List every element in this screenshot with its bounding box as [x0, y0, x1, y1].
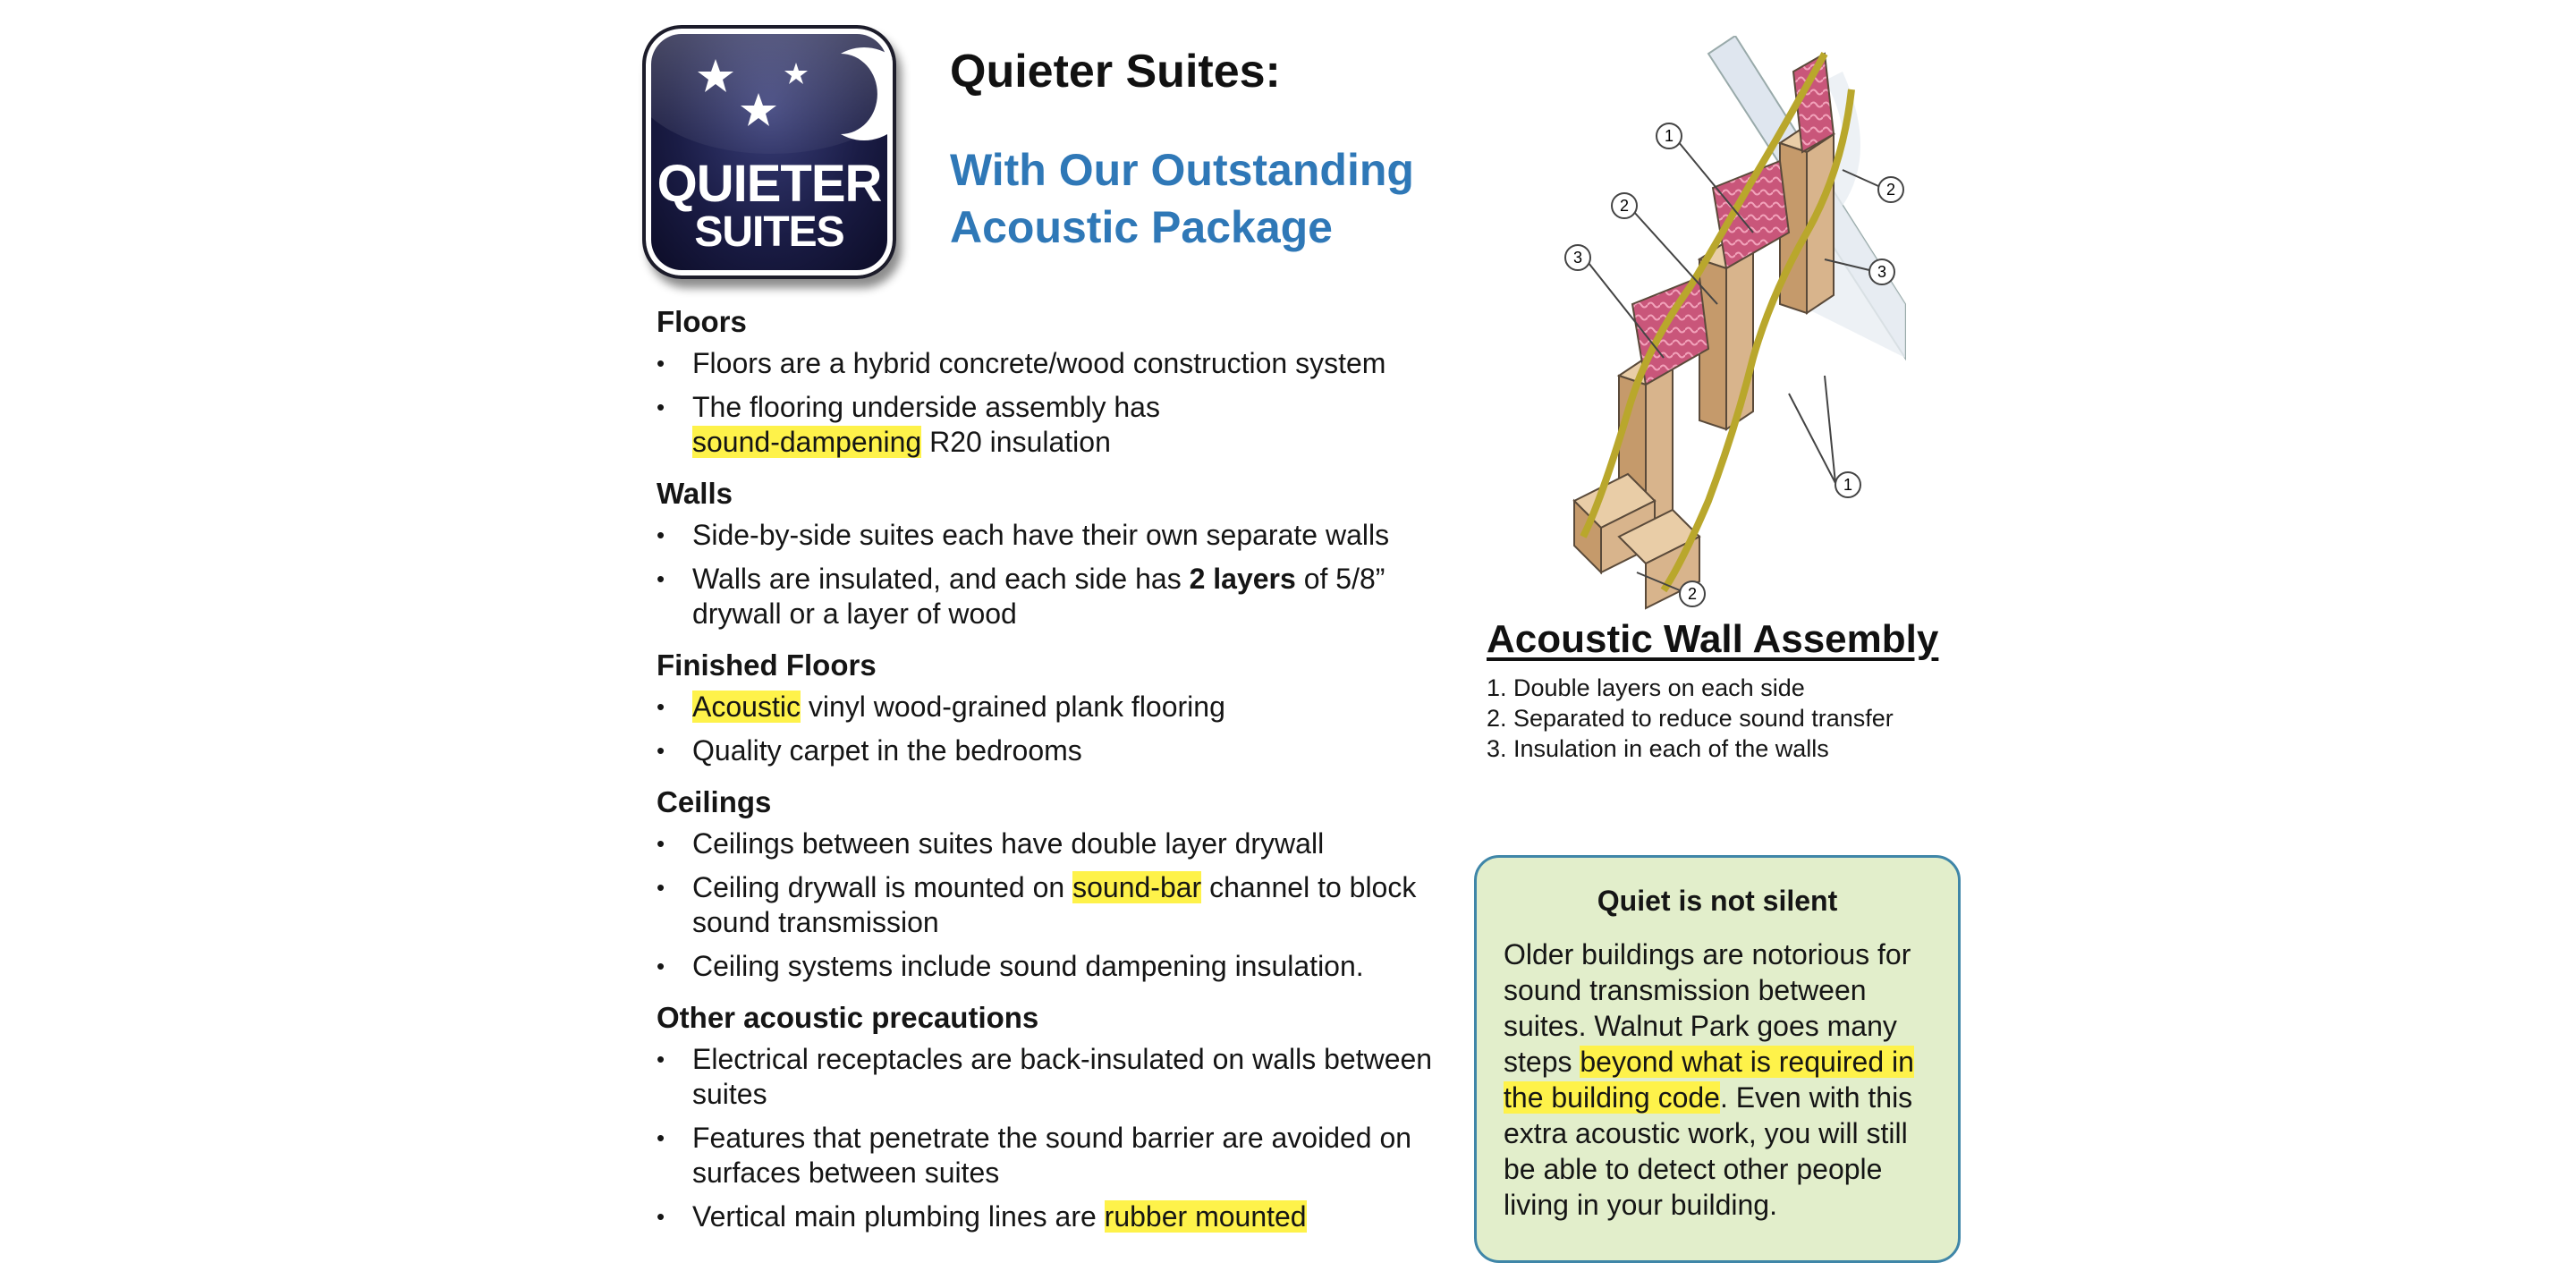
list-item: • The flooring underside assembly has sound-dampening R20 insulation: [657, 390, 1193, 460]
highlight: sound-dampening: [692, 426, 922, 458]
list-item: • Walls are insulated, and each side has 2 layers of 5/8” drywall or a layer of wood: [657, 562, 1408, 631]
logo-text-quieter: QUIETER: [657, 155, 882, 213]
quiet-box-body: Older buildings are notorious for sound transmission between suites. Walnut Park goes many steps beyond what is required in the building code. Even with this extra acoustic work, you will still be able to detect other people living in your building.: [1504, 938, 1914, 1221]
list-item: • Ceiling drywall is mounted on sound-bar channel to block sound transmission: [657, 870, 1462, 940]
svg-text:3: 3: [1877, 263, 1887, 281]
svg-text:2: 2: [1619, 197, 1630, 215]
highlight: rubber mounted: [1104, 1200, 1307, 1233]
list-item: • Quality carpet in the bedrooms: [657, 733, 1462, 768]
section-walls: [657, 476, 1462, 631]
section-heading: Floors: [657, 305, 747, 338]
list-item: • Side-by-side suites each have their own separate walls: [657, 518, 1462, 553]
callout-2-left: [1612, 193, 1637, 218]
list-item: • Ceiling systems include sound dampening insulation.: [657, 949, 1462, 984]
section-heading: Walls: [657, 477, 733, 510]
svg-text:1: 1: [1664, 127, 1674, 145]
page-title: Quieter Suites:: [950, 46, 1281, 97]
logo-text-suites: SUITES: [694, 208, 844, 256]
highlight: beyond what is required in the building code: [1504, 1046, 1914, 1114]
section-finished-floors: [657, 648, 1462, 768]
list-item: • Acoustic vinyl wood-grained plank flooring: [657, 690, 1462, 724]
callout-2-right: [1878, 177, 1903, 202]
page-subtitle: With Our Outstanding Acoustic Package: [950, 145, 1414, 252]
quieter-suites-logo: [642, 25, 896, 279]
callout-1-bottom: [1835, 472, 1860, 497]
highlight: Acoustic: [692, 691, 801, 723]
wall-assembly-item: 2. Separated to reduce sound transfer: [1487, 705, 1894, 732]
callout-2-bottom: [1680, 581, 1705, 606]
svg-text:2: 2: [1687, 585, 1698, 603]
section-heading: Ceilings: [657, 785, 772, 818]
list-item: • Ceilings between suites have double layer drywall: [657, 826, 1462, 861]
quiet-not-silent-box: [1474, 855, 1961, 1263]
acoustic-wall-diagram: [1485, 36, 1914, 617]
feature-list: [657, 304, 1462, 1250]
section-heading: Finished Floors: [657, 648, 877, 682]
highlight: sound-bar: [1072, 871, 1202, 903]
callout-3-left: [1565, 245, 1590, 270]
list-item: • Features that penetrate the sound barrier are avoided on surfaces between suites: [657, 1121, 1462, 1191]
section-floors: [657, 304, 1462, 460]
wall-assembly-item: 1. Double layers on each side: [1487, 674, 1805, 701]
svg-text:1: 1: [1843, 476, 1853, 494]
svg-text:2: 2: [1885, 181, 1896, 199]
wall-assembly-list: [1487, 673, 1894, 764]
list-item: • Floors are a hybrid concrete/wood construction system: [657, 346, 1462, 381]
wall-assembly-heading: Acoustic Wall Assembly: [1487, 617, 1939, 661]
svg-text:3: 3: [1572, 249, 1583, 267]
callout-3-right: [1869, 259, 1894, 284]
section-other: [657, 1000, 1462, 1234]
section-ceilings: [657, 784, 1462, 984]
quiet-box-heading: Quiet is not silent: [1597, 885, 1838, 917]
list-item: • Electrical receptacles are back-insulated on walls between suites: [657, 1042, 1462, 1112]
section-heading: Other acoustic precautions: [657, 1001, 1039, 1034]
callout-1-top: [1657, 123, 1682, 148]
wall-assembly-item: 3. Insulation in each of the walls: [1487, 735, 1829, 762]
list-item: • Vertical main plumbing lines are rubber mounted: [657, 1199, 1462, 1234]
